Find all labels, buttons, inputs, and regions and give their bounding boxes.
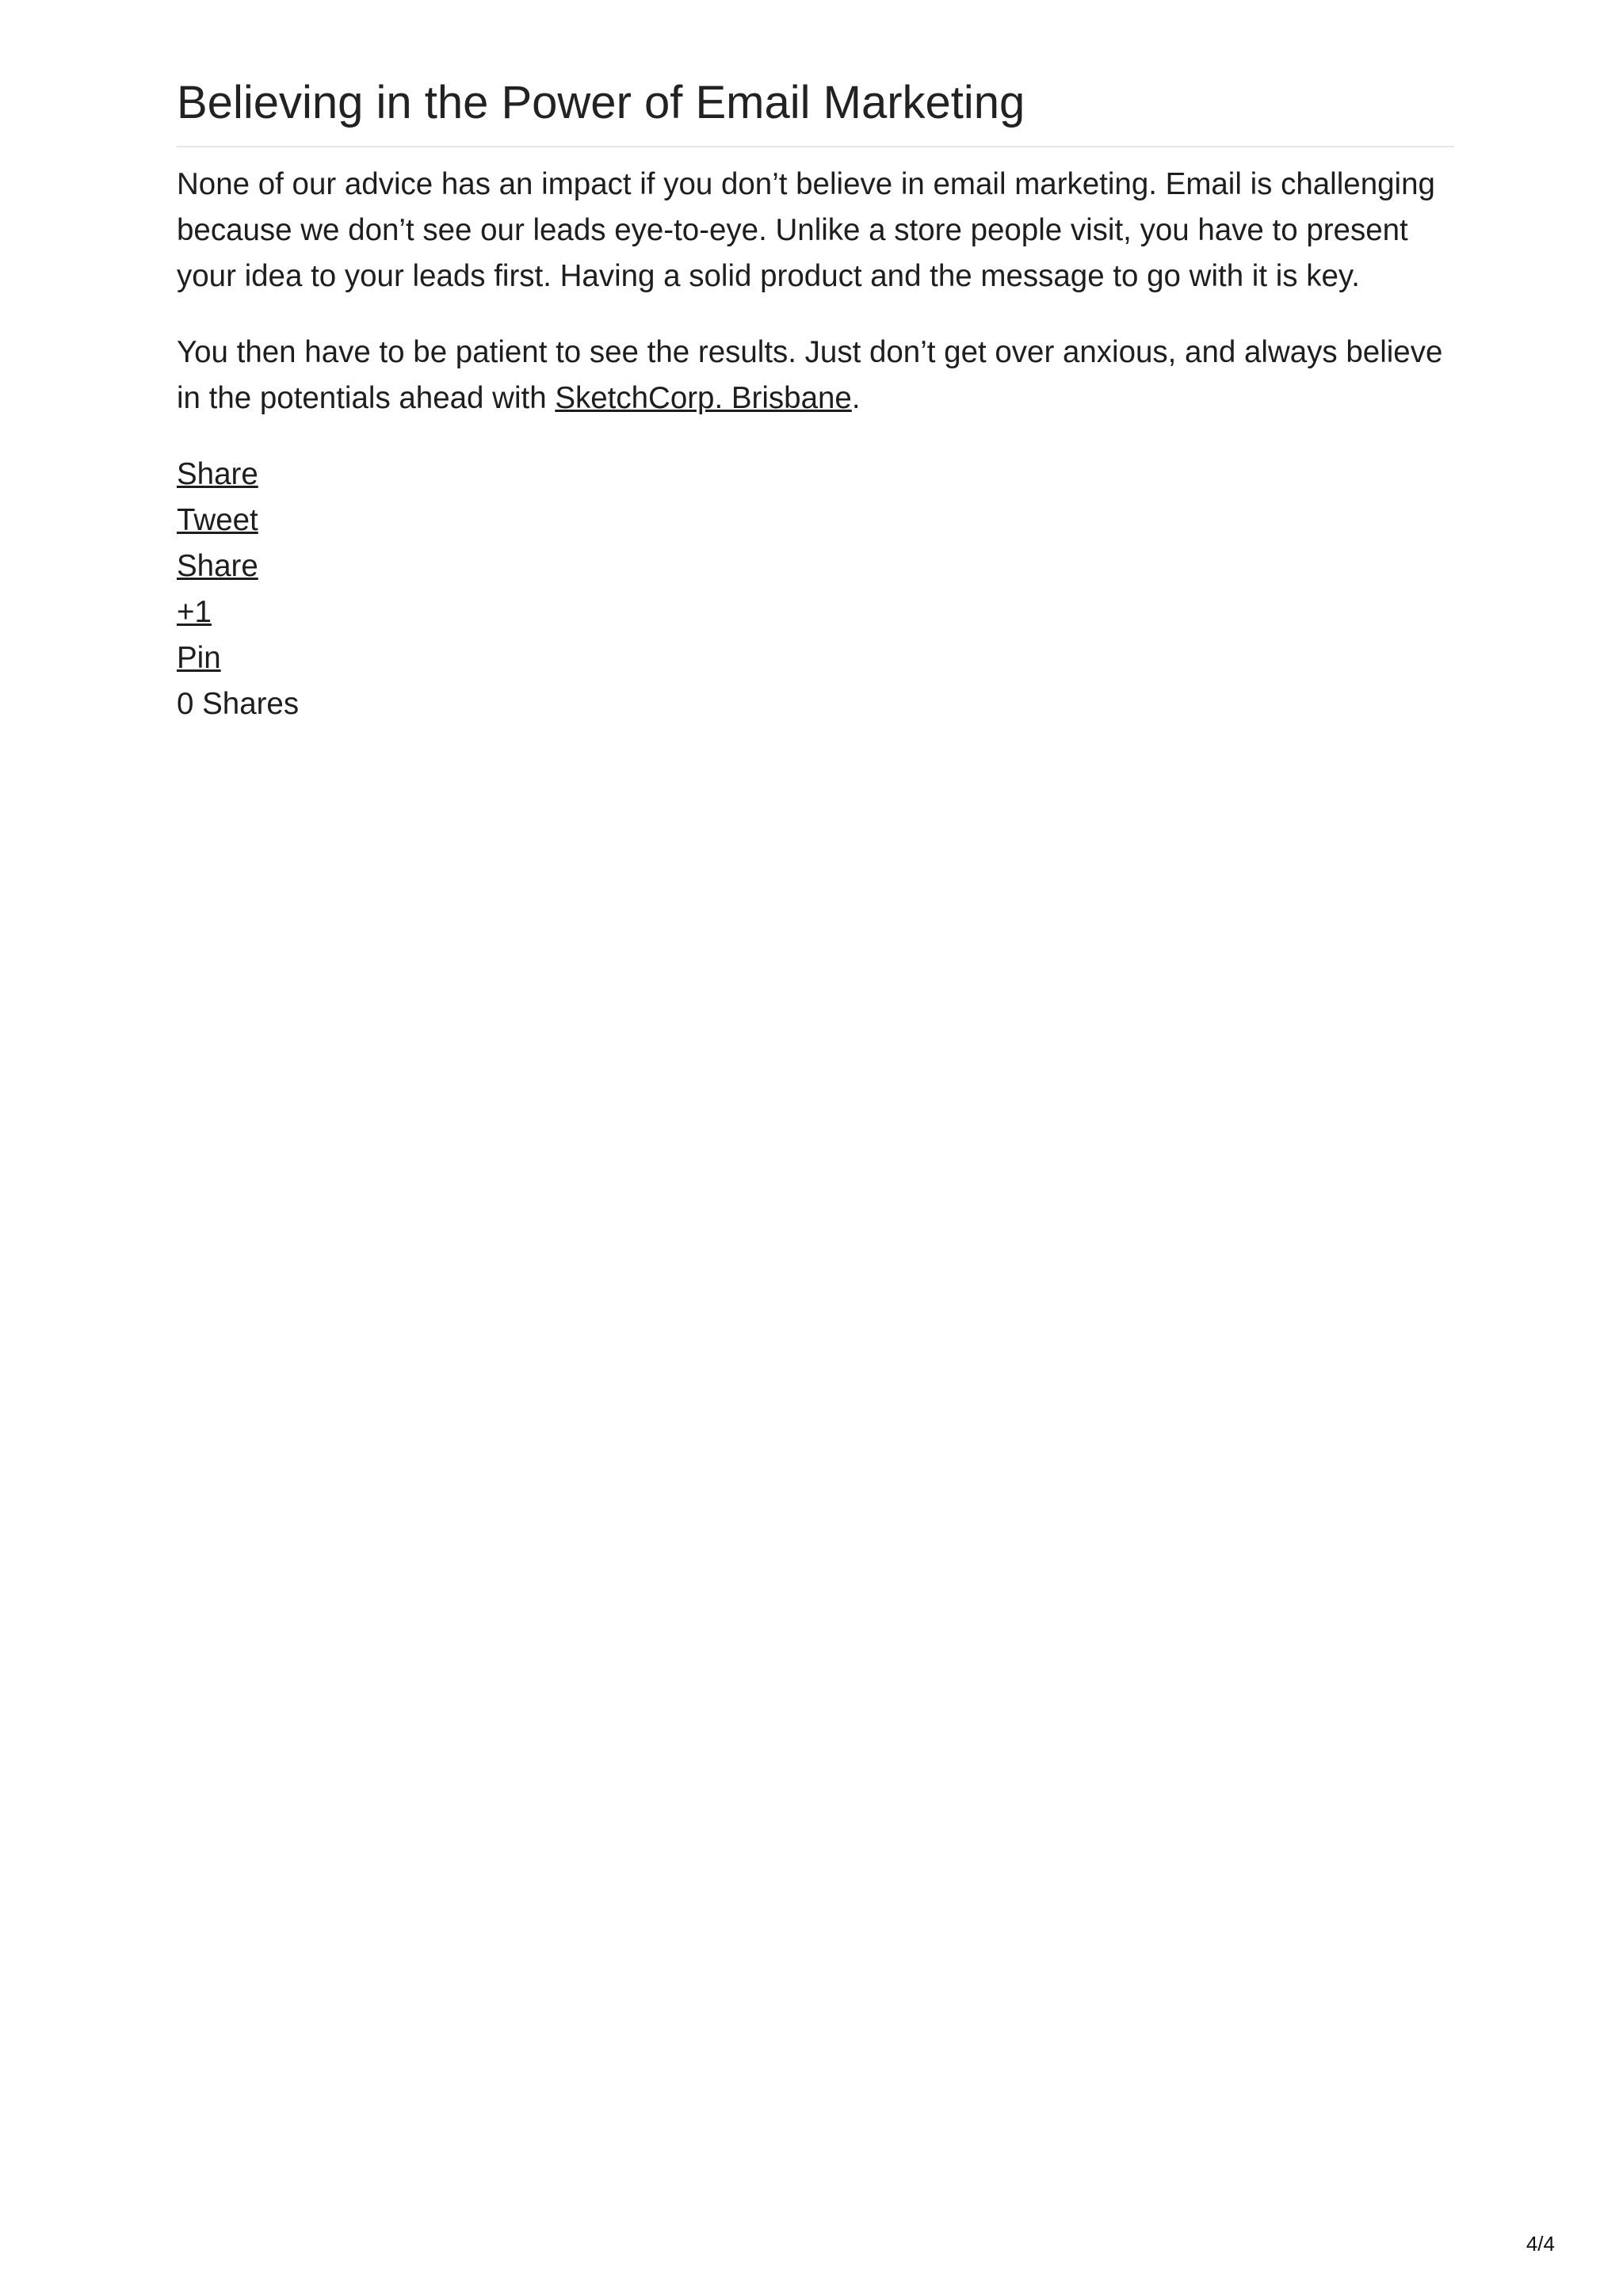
share-buttons bbox=[177, 452, 1454, 727]
sketchcorp-brisbane-link[interactable]: SketchCorp. Brisbane bbox=[555, 381, 852, 415]
tweet-link[interactable]: Tweet bbox=[177, 503, 258, 537]
linkedin-share-link[interactable]: Share bbox=[177, 549, 258, 583]
facebook-share-link[interactable]: Share bbox=[177, 457, 258, 491]
article-title: Believing in the Power of Email Marketing bbox=[177, 71, 1454, 147]
pinterest-pin-link[interactable]: Pin bbox=[177, 641, 221, 675]
google-plus-one-link[interactable]: +1 bbox=[177, 595, 212, 629]
article bbox=[177, 71, 1454, 727]
page-number: 4/4 bbox=[1526, 2232, 1555, 2256]
article-paragraph bbox=[177, 330, 1454, 421]
paragraph-text: You then have to be patient to see the results. Just don’t get over anxious, and always believe in the potentials ahead with bbox=[177, 335, 1443, 415]
share-count: 0 Shares bbox=[177, 687, 300, 721]
article-paragraph: None of our advice has an impact if you don’t believe in email marketing. Email is challenging because we don’t see our leads eye-to-eye. Unlike a store people visit, you have to present your idea to your leads first. Having a solid product and the message to go with it is key. bbox=[177, 167, 1435, 293]
paragraph-text: . bbox=[851, 381, 861, 415]
